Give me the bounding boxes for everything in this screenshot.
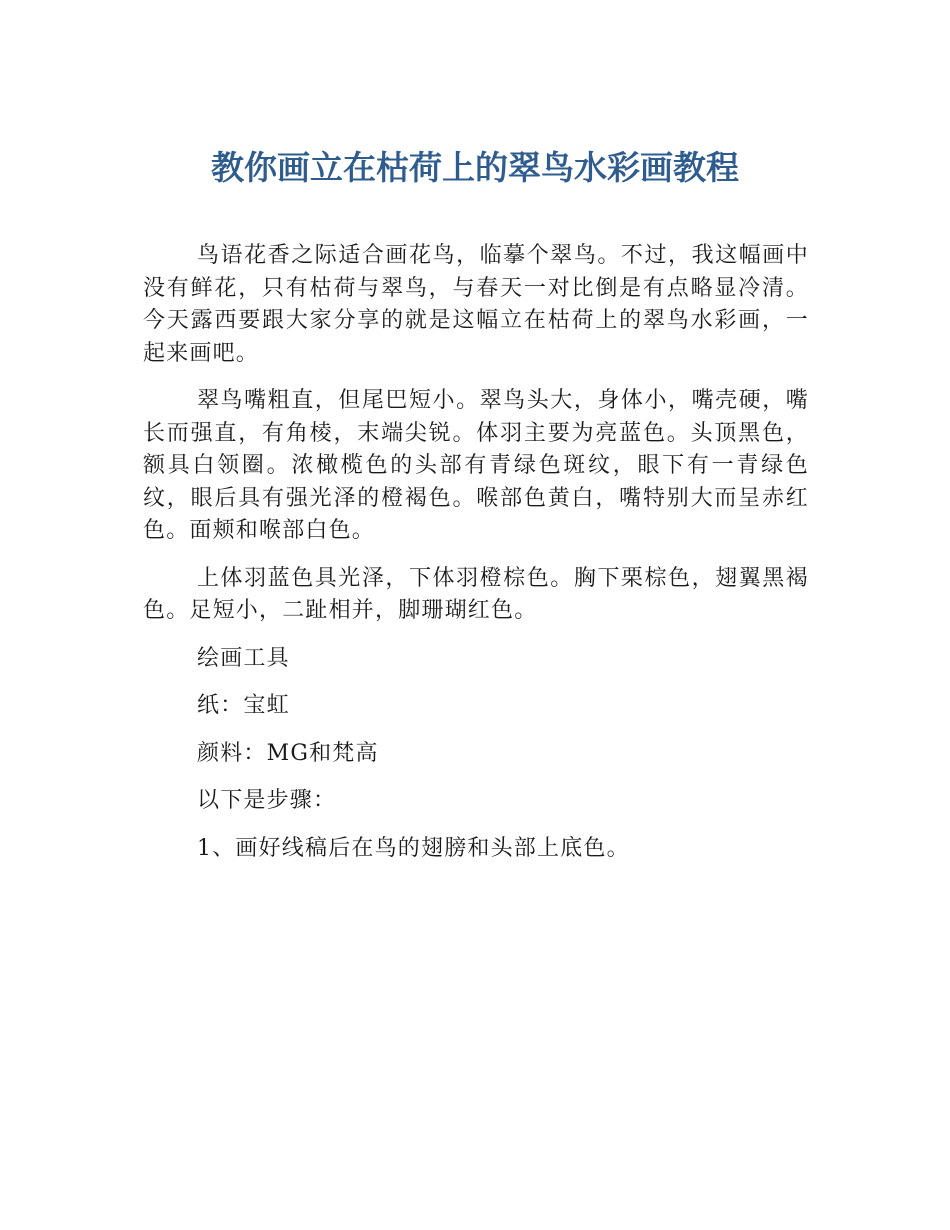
paper-line: 纸：宝虹 [197, 693, 290, 718]
paint-line: 颜料：MG和梵高 [197, 740, 379, 766]
tools-heading: 绘画工具 [197, 645, 290, 671]
description-paragraph: 翠鸟嘴粗直，但尾巴短小。翠鸟头大，身体小，嘴壳硬，嘴长而强直，有角棱，末端尖锐。体羽主要为亮蓝色。头顶黑色，额具白领圈。浓橄榄色的头部有青绿色斑纹，眼下有一青绿色纹，眼后具有强光泽的橙褐色。喉部色黄白，嘴特别大而呈赤红色。面颊和喉部白色。 [143, 388, 809, 543]
steps-heading: 以下是步骤： [197, 788, 337, 813]
page-title: 教你画立在枯荷上的翠鸟水彩画教程 [211, 148, 739, 187]
document-body [143, 240, 809, 880]
step-1-line: 1、画好线稿后在鸟的翅膀和头部上底色。 [197, 835, 630, 861]
intro-paragraph: 鸟语花香之际适合画花鸟，临摹个翠鸟。不过，我这幅画中没有鲜花，只有枯荷与翠鸟，与春天一对比倒是有点略显冷清。今天露西要跟大家分享的就是这幅立在枯荷上的翠鸟水彩画，一起来画吧。 [143, 243, 809, 366]
plumage-paragraph: 上体羽蓝色具光泽，下体羽橙棕色。胸下栗棕色，翅翼黑褐色。足短小，二趾相并，脚珊瑚红色。 [143, 565, 809, 623]
